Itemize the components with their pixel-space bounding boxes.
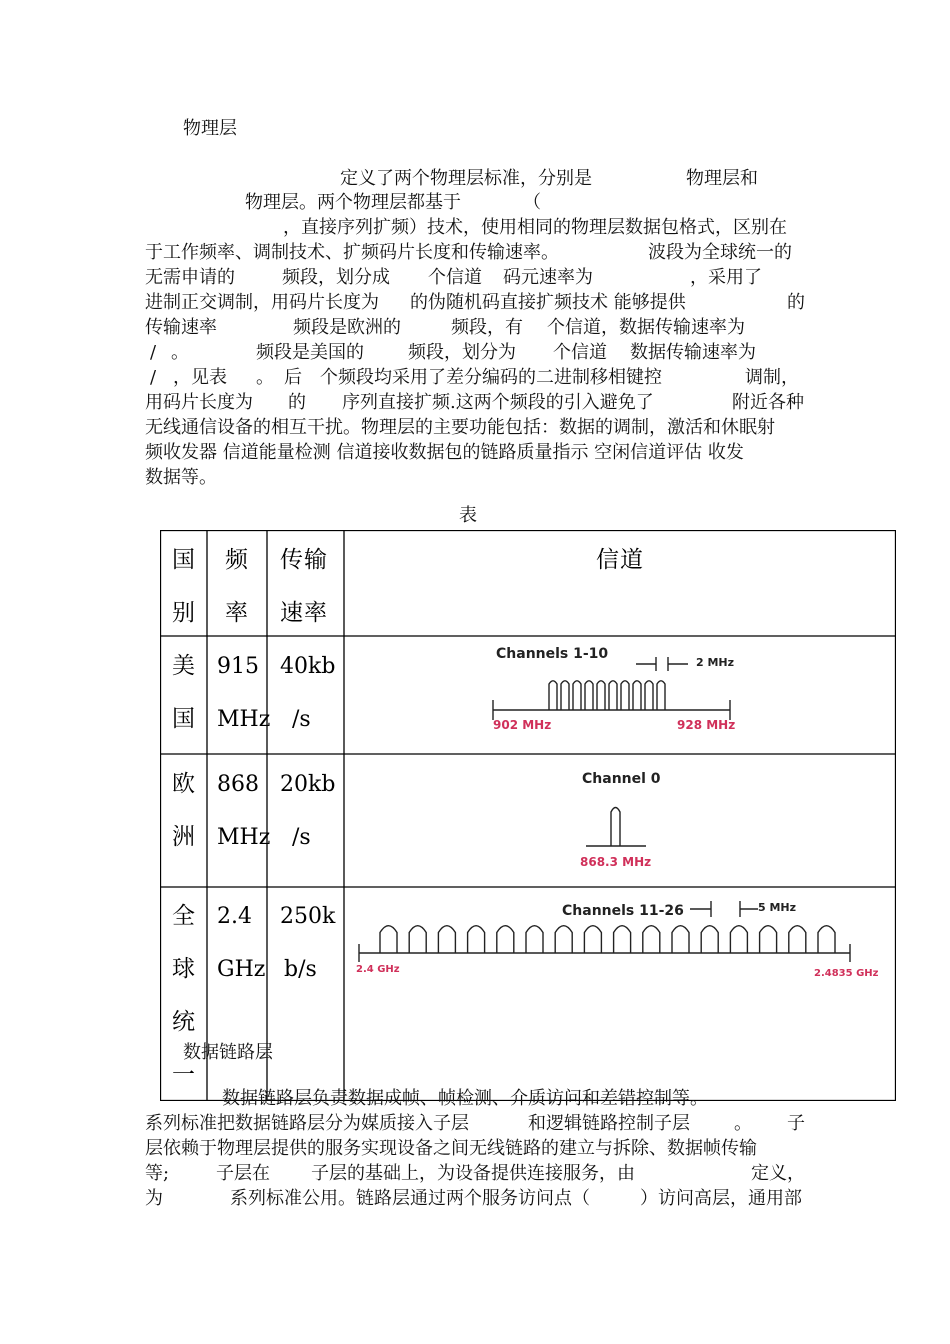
text-fragment: 等; <box>145 1163 170 1184</box>
channel-diagram-2-4ghz <box>356 901 879 979</box>
channel-pulse <box>643 926 660 953</box>
cell-country: 欧 <box>172 771 196 797</box>
cell-rate: b/s <box>284 957 317 982</box>
channel-pulse <box>497 926 514 953</box>
text-fragment: 波段为全球统一的 <box>648 242 792 263</box>
cell-rate: /s <box>292 825 311 850</box>
cell-frequency: MHz <box>217 707 271 732</box>
freq-high: 928 MHz <box>677 718 736 732</box>
freq-low: 2.4 GHz <box>356 964 400 975</box>
channel-pulse <box>818 926 835 953</box>
text-fragment: 频段，有 <box>451 317 523 338</box>
text-fragment: 附近各种 <box>732 392 804 413</box>
channel-pulse <box>549 681 557 710</box>
cell-frequency: 2.4 <box>217 904 252 929</box>
diagram-title: Channels 1-10 <box>496 646 609 662</box>
diagram-spacing: 2 MHz <box>696 656 735 669</box>
channel-pulse <box>609 681 617 710</box>
channel-diagram-915mhz <box>493 646 735 732</box>
channel-pulse <box>760 926 777 953</box>
text-fragment: 进制正交调制，用码片长度为 <box>145 292 379 313</box>
section-heading-data-link-layer: 数据链路层 <box>183 1042 273 1063</box>
text-fragment: 系列标准把数据链路层分为媒质接入子层 <box>145 1113 469 1134</box>
diagram-spacing: 5 MHz <box>758 901 797 914</box>
text-fragment: ，直接序列扩频）技术，使用相同的物理层数据包格式，区别在 <box>283 217 787 238</box>
channel-pulse <box>701 926 718 953</box>
text-fragment: 物理层。两个物理层都基于 <box>245 192 461 213</box>
text-fragment: 子 <box>787 1113 805 1134</box>
channel-pulse <box>597 681 605 710</box>
channel-pulse <box>657 681 665 710</box>
header-country: 别 <box>172 600 196 626</box>
cell-frequency: 915 <box>217 654 259 679</box>
text-fragment: 频段，划分为 <box>408 342 516 363</box>
channel-pulse <box>468 926 485 953</box>
text-fragment: 数据等。 <box>145 467 217 488</box>
freq-low: 902 MHz <box>493 718 552 732</box>
cell-country: 洲 <box>172 824 196 850</box>
text-fragment: 层依赖于物理层提供的服务实现设备之间无线链路的建立与拆除、数据帧传输 <box>145 1138 757 1159</box>
text-fragment: 后 <box>284 367 302 388</box>
text-fragment: 。 <box>734 1113 752 1134</box>
table-caption: 表 <box>459 505 477 526</box>
text-fragment: 子层在 <box>216 1163 270 1184</box>
cell-frequency: GHz <box>217 957 266 982</box>
channel-pulse <box>584 926 601 953</box>
header-rate: 速率 <box>280 600 328 626</box>
text-fragment: 的 <box>288 392 306 413</box>
freq-center: 868.3 MHz <box>580 855 652 869</box>
cell-rate: 20kb <box>280 772 336 797</box>
text-fragment: 为 <box>145 1188 163 1209</box>
header-channel: 信道 <box>596 547 644 573</box>
channel-pulse <box>614 926 631 953</box>
header-frequency: 率 <box>225 600 249 626</box>
cell-country: 国 <box>172 706 196 732</box>
header-country: 国 <box>172 547 196 573</box>
channel-diagram-868mhz <box>580 771 661 869</box>
channel-pulse <box>730 926 747 953</box>
channel-pulse <box>555 926 572 953</box>
diagram-title: Channels 11-26 <box>562 903 684 919</box>
diagram-title: Channel 0 <box>582 771 661 787</box>
text-fragment: 频段是美国的 <box>256 342 364 363</box>
header-rate: 传输 <box>280 547 328 573</box>
text-fragment: ，见表 <box>173 367 227 388</box>
text-fragment: 调制， <box>745 367 799 388</box>
text-fragment: 无线通信设备的相互干扰。物理层的主要功能包括：数据的调制，激活和休眠射 <box>145 417 775 438</box>
text-fragment: 个信道 <box>428 267 482 288</box>
channel-pulse <box>621 681 629 710</box>
text-fragment: 。 <box>256 367 274 388</box>
cell-country: 统 <box>172 1009 196 1035</box>
channel-pulse <box>573 681 581 710</box>
channel-pulse <box>633 681 641 710</box>
text-fragment: 物理层和 <box>686 168 758 189</box>
channel-pulse <box>672 926 689 953</box>
text-fragment: 频段，划分成 <box>282 267 390 288</box>
text-fragment: 。 <box>171 342 189 363</box>
text-fragment: 数据传输速率为 <box>630 342 756 363</box>
channel-pulse <box>526 926 543 953</box>
text-fragment: 用码片长度为 <box>145 392 253 413</box>
header-frequency: 频 <box>225 547 249 573</box>
text-fragment: 于工作频率、调制技术、扩频码片长度和传输速率。 <box>145 242 559 263</box>
text-fragment: 频收发器 信道能量检测 信道接收数据包的链路质量指示 空闲信道评估 收发 <box>145 442 744 463</box>
cell-rate: 250k <box>280 904 336 929</box>
text-fragment: ）访问高层，通用部 <box>640 1188 802 1209</box>
text-fragment: 定义， <box>751 1163 805 1184</box>
cell-country: 美 <box>172 653 196 679</box>
channel-pulse <box>438 926 455 953</box>
cell-frequency: 868 <box>217 772 259 797</box>
text-fragment: 个信道 <box>553 342 607 363</box>
channel-pulse <box>585 681 593 710</box>
text-fragment: （ <box>523 192 541 213</box>
text-fragment: 和逻辑链路控制子层 <box>528 1113 690 1134</box>
channel-pulse <box>380 926 397 953</box>
text-fragment: 定义了两个物理层标准，分别是 <box>340 168 592 189</box>
text-fragment: 的 <box>787 292 805 313</box>
text-fragment: 数据链路层负责数据成帧、帧检测、介质访问和差错控制等。 <box>222 1088 708 1109</box>
text-fragment: 的伪随机码直接扩频技术 能够提供 <box>410 292 686 313</box>
cell-country: 球 <box>172 956 196 982</box>
frequency-band-table <box>160 530 896 1101</box>
cell-rate: /s <box>292 707 311 732</box>
text-fragment: / <box>150 367 157 388</box>
freq-high: 2.4835 GHz <box>814 968 879 979</box>
text-fragment: 系列标准公用。链路层通过两个服务访问点（ <box>230 1188 590 1209</box>
channel-pulse <box>789 926 806 953</box>
channel-pulse <box>561 681 569 710</box>
channel-pulse <box>409 926 426 953</box>
text-fragment: 子层的基础上，为设备提供连接服务，由 <box>311 1163 635 1184</box>
text-fragment: 传输速率 <box>145 317 217 338</box>
text-fragment: / <box>150 342 157 363</box>
text-fragment: 无需申请的 <box>145 267 235 288</box>
channel-pulse <box>645 681 653 710</box>
cell-country: 全 <box>172 903 196 929</box>
text-fragment: 序列直接扩频.这两个频段的引入避免了 <box>342 392 654 413</box>
cell-rate: 40kb <box>280 654 336 679</box>
cell-country: 一 <box>172 1062 196 1088</box>
cell-frequency: MHz <box>217 825 271 850</box>
text-fragment: 频段是欧洲的 <box>293 317 401 338</box>
text-fragment: 个频段均采用了差分编码的二进制移相键控 <box>320 367 662 388</box>
section-heading-physical-layer: 物理层 <box>183 118 237 139</box>
text-fragment: 码元速率为 <box>503 267 593 288</box>
table-grid <box>160 530 896 1101</box>
text-fragment: 个信道，数据传输速率为 <box>547 317 745 338</box>
text-fragment: ，采用了 <box>690 267 762 288</box>
